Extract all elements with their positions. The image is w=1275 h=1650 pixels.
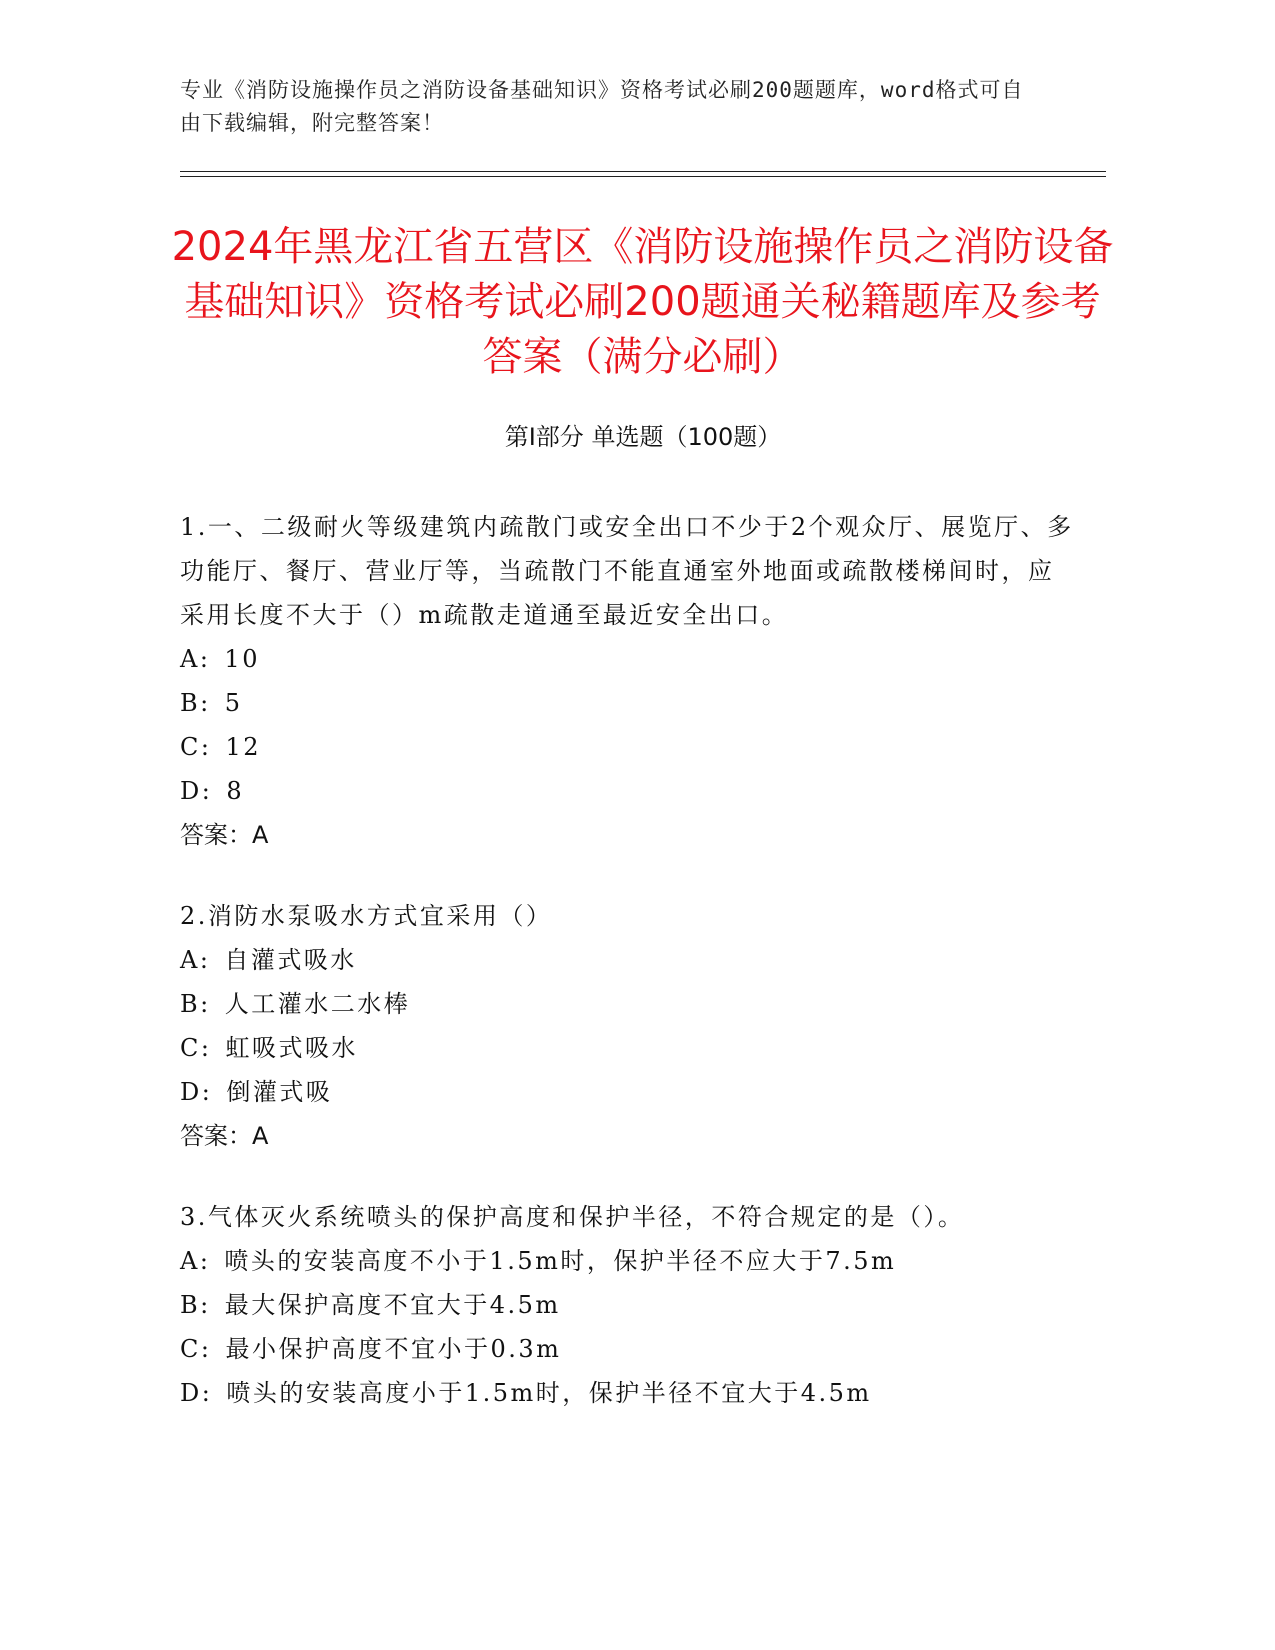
option-text: 虹吸式吸水 — [225, 1034, 358, 1062]
option-letter: A: — [180, 1247, 211, 1275]
question-list — [180, 505, 1080, 1452]
option-text: 倒灌式吸 — [226, 1078, 333, 1106]
header-divider-top — [180, 171, 1106, 172]
option-a — [180, 1239, 1080, 1283]
option-letter: D: — [180, 1379, 213, 1407]
option-a — [180, 938, 1080, 982]
question-stem: 2.消防水泵吸水方式宜采用（） — [180, 902, 553, 930]
option-letter: B: — [180, 1291, 211, 1319]
header-divider-bottom — [180, 176, 1106, 177]
question-3 — [180, 1195, 1080, 1415]
option-a — [180, 637, 1080, 681]
option-d — [180, 1070, 1080, 1114]
option-letter: D: — [180, 1078, 213, 1106]
option-c — [180, 1026, 1080, 1070]
option-c — [180, 725, 1080, 769]
question-1 — [180, 505, 1080, 857]
option-text: 人工灌水二水棒 — [224, 990, 411, 1018]
option-text: 喷头的安装高度不小于1.5m时，保护半径不应大于7.5m — [224, 1247, 897, 1275]
answer-line: 答案：A — [180, 821, 269, 849]
option-text: 8 — [226, 777, 245, 805]
option-letter: D: — [180, 777, 213, 805]
question-stem: 3.气体灭火系统喷头的保护高度和保护半径，不符合规定的是（）。 — [180, 1203, 965, 1231]
answer-line: 答案：A — [180, 1122, 269, 1150]
question-stem: 1.一、二级耐火等级建筑内疏散门或安全出口不少于2个观众厅、展览厅、多功能厅、餐厅、营业厅等，当疏散门不能直通室外地面或疏散楼梯间时，应采用长度不大于（）m疏散走道通至最近安全出口。 — [180, 513, 1074, 629]
option-letter: B: — [180, 689, 211, 717]
question-2 — [180, 894, 1080, 1158]
option-letter: A: — [180, 946, 211, 974]
option-letter: C: — [180, 733, 212, 761]
document-title: 2024年黑龙江省五营区《消防设施操作员之消防设备基础知识》资格考试必刷200题通关秘籍题库及参考答案（满分必刷） — [171, 224, 1114, 380]
option-b — [180, 982, 1080, 1026]
option-b — [180, 681, 1080, 725]
option-text: 12 — [225, 733, 261, 761]
option-b — [180, 1283, 1080, 1327]
option-letter: A: — [180, 645, 211, 673]
option-c — [180, 1327, 1080, 1371]
option-text: 5 — [224, 689, 243, 717]
option-text: 自灌式吸水 — [224, 946, 357, 974]
option-letter: B: — [180, 990, 211, 1018]
option-d — [180, 1371, 1080, 1415]
option-text: 喷头的安装高度小于1.5m时，保护半径不宜大于4.5m — [226, 1379, 872, 1407]
section-heading: 第Ⅰ部分 单选题（100题） — [504, 423, 782, 451]
option-letter: C: — [180, 1034, 212, 1062]
option-text: 最小保护高度不宜小于0.3m — [225, 1335, 562, 1363]
header-note: 专业《消防设施操作员之消防设备基础知识》资格考试必刷200题题库，word格式可自由下载编辑，附完整答案！ — [180, 78, 1024, 135]
option-d — [180, 769, 1080, 813]
option-text: 最大保护高度不宜大于4.5m — [224, 1291, 561, 1319]
option-letter: C: — [180, 1335, 212, 1363]
option-text: 10 — [224, 645, 260, 673]
